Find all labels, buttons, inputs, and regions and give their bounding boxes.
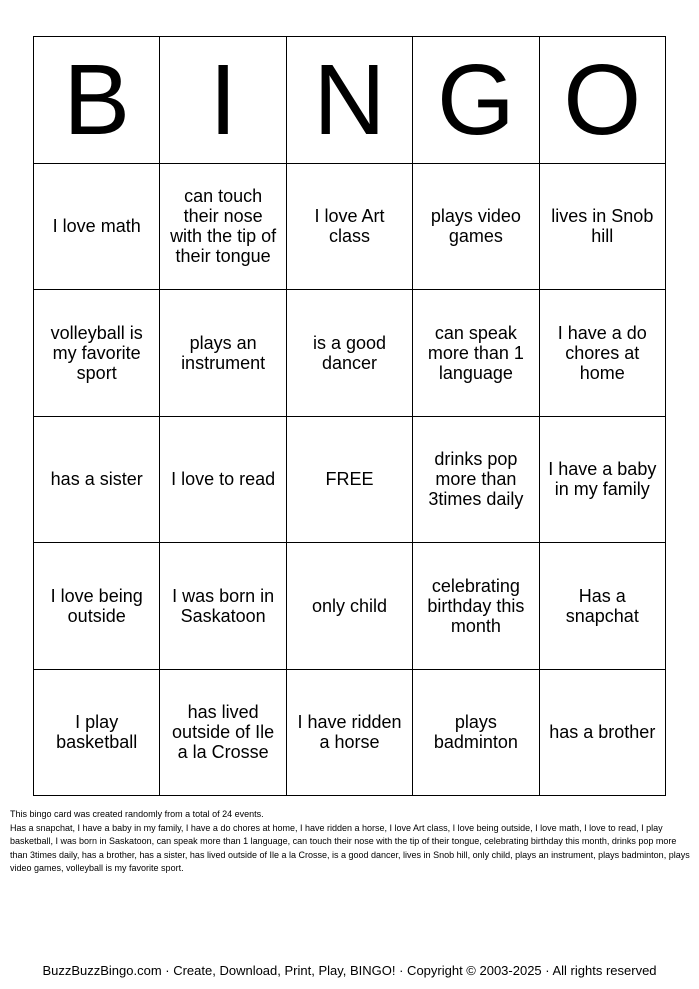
header-letter-o: O (540, 37, 666, 164)
bingo-cell: is a good dancer (287, 290, 413, 417)
footer-copyright: BuzzBuzzBingo.com · Create, Download, Print, Play, BINGO! · Copyright © 2003-2025 · All rights reserved (42, 963, 657, 978)
bingo-cell: I have ridden a horse (287, 670, 413, 797)
bingo-card (33, 36, 666, 796)
card-info-summary: This bingo card was created randomly from a total of 24 events. (10, 809, 264, 819)
bingo-cell: Has a snapchat (540, 543, 666, 670)
bingo-cell: lives in Snob hill (540, 164, 666, 291)
bingo-cell: has a sister (34, 417, 160, 544)
header-letter-n: N (287, 37, 413, 164)
bingo-cell: plays an instrument (160, 290, 286, 417)
bingo-cell: I love Art class (287, 164, 413, 291)
bingo-cell: I play basketball (34, 670, 160, 797)
header-letter-g: G (413, 37, 539, 164)
bingo-cell: has a brother (540, 670, 666, 797)
bingo-cell: I love being outside (34, 543, 160, 670)
header-letter-i: I (160, 37, 286, 164)
bingo-cell: drinks pop more than 3times daily (413, 417, 539, 544)
card-info-event-list: Has a snapchat, I have a baby in my family, I have a do chores at home, I have ridden a horse, I love Art class, I love being outside, I love math, I love to read, I play basketball, I was born in Saskatoon, can speak more than 1 language, can touch their nose with the tip of their tongue, celebrating birthday this month, drinks pop more than 3times daily, has a brother, has a sister, has lived outside of Ile a la Crosse, is a good dancer, lives in Snob hill, only child, plays an instrument, plays badminton, plays video games, volleyball is my favorite sport. (10, 822, 690, 873)
bingo-cell: only child (287, 543, 413, 670)
bingo-cell: I love to read (160, 417, 286, 544)
bingo-cell: I have a baby in my family (540, 417, 666, 544)
bingo-cell: celebrating birthday this month (413, 543, 539, 670)
header-letter-b: B (34, 37, 160, 164)
bingo-cell: volleyball is my favorite sport (34, 290, 160, 417)
bingo-cell: can speak more than 1 language (413, 290, 539, 417)
free-space-cell: FREE (287, 417, 413, 544)
bingo-cell: I was born in Saskatoon (160, 543, 286, 670)
bingo-cell: I love math (34, 164, 160, 291)
bingo-cell: plays badminton (413, 670, 539, 797)
card-info (10, 808, 690, 876)
bingo-cell: I have a do chores at home (540, 290, 666, 417)
bingo-cell: plays video games (413, 164, 539, 291)
bingo-cell: can touch their nose with the tip of their tongue (160, 164, 286, 291)
bingo-cell: has lived outside of Ile a la Crosse (160, 670, 286, 797)
